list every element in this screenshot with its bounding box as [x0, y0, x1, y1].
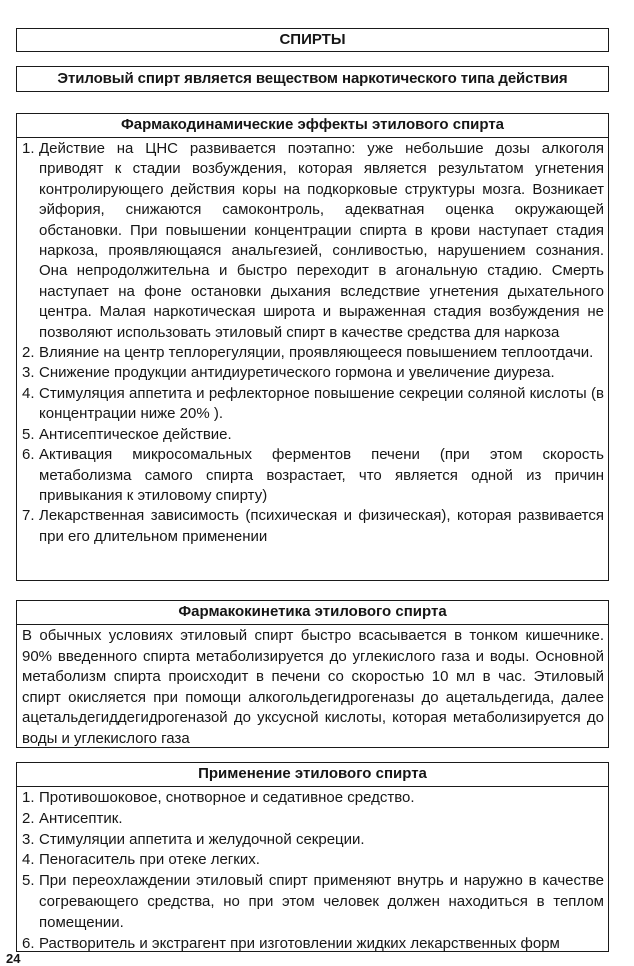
item-text: Антисептик. — [39, 809, 123, 827]
list-item — [22, 363, 604, 383]
thesis-statement: Этиловый спирт является веществом наркотического типа действия — [16, 66, 609, 92]
list-item — [22, 830, 604, 851]
item-number: 2. — [22, 809, 35, 827]
usage-heading: Применение этилового спирта — [17, 763, 608, 787]
list-item — [22, 850, 604, 871]
pharmacokinetics-body — [17, 625, 608, 750]
usage-section — [16, 762, 609, 952]
item-text: Влияние на центр теплорегуляции, проявляющееся повышением теплоотдачи. — [39, 344, 594, 362]
list-item — [22, 384, 604, 425]
item-number: 4. — [22, 384, 35, 402]
pharmacodynamics-heading: Фармакодинамические эффекты этилового спирта — [17, 114, 608, 138]
pharmacodynamics-section — [16, 113, 609, 581]
pharmacokinetics-section — [16, 600, 609, 748]
item-number: 2. — [22, 344, 35, 362]
list-item — [22, 788, 604, 809]
list-item — [22, 934, 604, 955]
usage-list — [17, 787, 608, 954]
pharmacokinetics-heading: Фармакокинетика этилового спирта — [17, 601, 608, 625]
item-text: Лекарственная зависимость (психическая и физическая), которая развивается при его длительном применении — [39, 507, 604, 545]
list-item — [22, 343, 604, 363]
list-item — [22, 809, 604, 830]
item-number: 4. — [22, 851, 35, 869]
item-number: 5. — [22, 425, 35, 443]
item-number: 1. — [22, 789, 35, 806]
item-number: 3. — [22, 830, 35, 848]
item-number: 1. — [22, 140, 35, 157]
item-text: Стимуляции аппетита и желудочной секреции. — [39, 830, 365, 848]
list-item — [22, 139, 604, 343]
item-text: Антисептическое действие. — [39, 425, 232, 443]
pharmacokinetics-text: В обычных условиях этиловый спирт быстро всасывается в тонком кишечнике. 90% введенного спирта метаболизируется до углекислого газа и воды. Основной метаболизм спирта происходит в печени со скоростью 10 мл в час. Этиловый спирт окисляется при помощи алкогольдегидрогеназы до ацетальдегида, далее ацетальдегиддегидрогеназой до уксусной кислоты, которая метаболизируется до воды и углекислого газа — [22, 627, 604, 747]
item-text: Противошоковое, снотворное и седативное средство. — [39, 789, 415, 806]
item-number: 5. — [22, 872, 35, 890]
item-number: 6. — [22, 934, 35, 952]
list-item — [22, 445, 604, 506]
item-text: Действие на ЦНС развивается поэтапно: уже небольшие дозы алкоголя приводят к стадии возбуждения, которая является результатом угнетения контролирующего действия коры на подкорковые структуры мозга. Возникает эйфория, снижаются самоконтроль, адекватная оценка окружающей обстановки. При повышении концентрации спирта в крови наступает стадия наркоза, проявляющаяся анальгезией, сонливостью, нарушением сознания. Она непродолжительна и быстро переходит в агональную стадию. Смерть наступает на фоне остановки дыхания вследствие угнетения дыхательного центра. Малая наркотическая широта и выраженная стадия возбуждения не позволяют использовать этиловый спирт в качестве средства для наркоза — [39, 140, 604, 341]
pharmacodynamics-list — [17, 138, 608, 547]
item-text: Пеногаситель при отеке легких. — [39, 851, 260, 869]
list-item — [22, 871, 604, 933]
page-title: СПИРТЫ — [16, 28, 609, 52]
list-item — [22, 425, 604, 445]
item-number: 7. — [22, 507, 35, 525]
item-text: При переохлаждении этиловый спирт применяют внутрь и наружно в качестве согревающего средства, но при этом человек должен находиться в теплом помещении. — [39, 872, 604, 931]
item-number: 6. — [22, 446, 35, 464]
list-item — [22, 506, 604, 547]
item-text: Растворитель и экстрагент при изготовлении жидких лекарственных форм — [39, 934, 560, 952]
item-text: Активация микросомальных ферментов печени (при этом скорость метаболизма самого спирта возрастает, что является одной из причин привыкания к этиловому спирту) — [39, 446, 604, 504]
item-text: Снижение продукции антидиуретического гормона и увеличение диуреза. — [39, 364, 555, 382]
page-number: 24 — [6, 951, 21, 966]
item-text: Стимуляция аппетита и рефлекторное повышение секреции соляной кислоты (в концентрации ниже 20% ). — [39, 384, 604, 423]
item-number: 3. — [22, 364, 35, 382]
